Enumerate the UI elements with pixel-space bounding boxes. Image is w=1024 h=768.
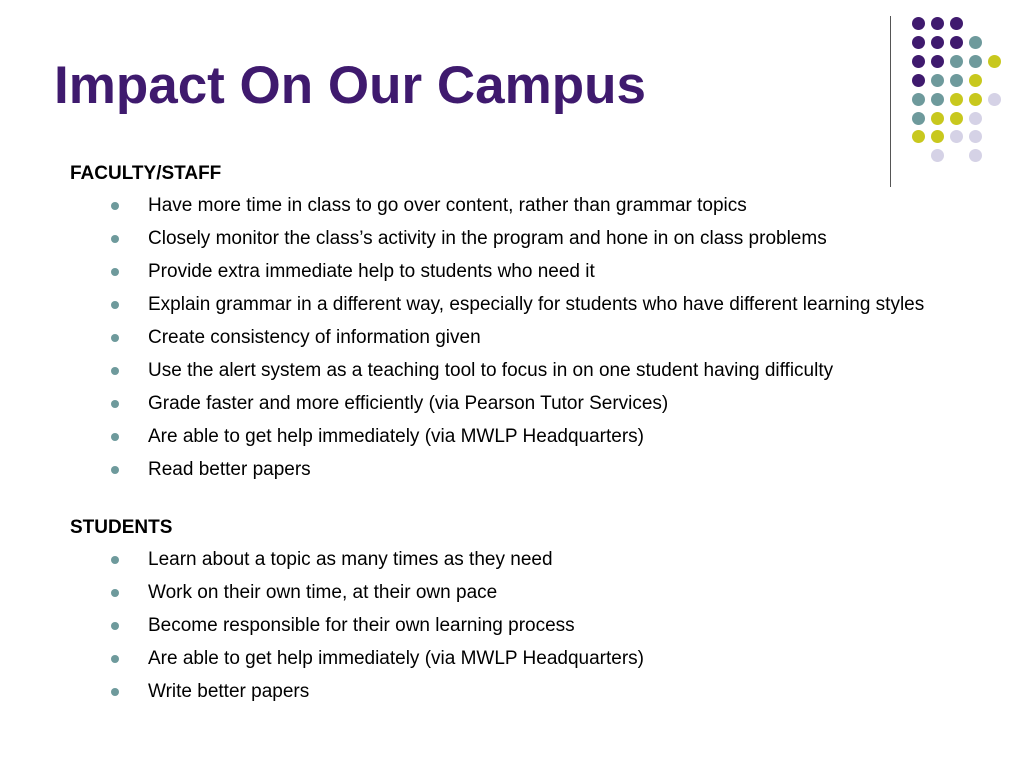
slide-body: [70, 160, 1000, 711]
list-item-text: Work on their own time, at their own pace: [148, 582, 498, 603]
dot: [969, 74, 982, 87]
list-item: [70, 390, 1000, 417]
dot: [950, 93, 963, 106]
dot: [969, 36, 982, 49]
dot: [931, 17, 944, 30]
bullet-list: [70, 546, 1000, 705]
list-item: [70, 546, 1000, 573]
section-students: [70, 514, 1000, 705]
list-item: [70, 291, 1000, 318]
dot: [950, 130, 963, 143]
bullet-icon: [111, 622, 119, 630]
bullet-icon: [111, 433, 119, 441]
list-item: [70, 678, 1000, 705]
dot: [912, 112, 925, 125]
list-item: [70, 324, 1000, 351]
list-item-text: Explain grammar in a different way, especially for students who have different learning styles: [148, 294, 925, 315]
dot: [931, 74, 944, 87]
dot: [969, 93, 982, 106]
list-item-text: Closely monitor the class’s activity in the program and hone in on class problems: [148, 228, 827, 249]
bullet-icon: [111, 367, 119, 375]
bullet-icon: [111, 466, 119, 474]
dot: [931, 36, 944, 49]
bullet-icon: [111, 268, 119, 276]
dot: [931, 55, 944, 68]
list-item-text: Become responsible for their own learning process: [148, 615, 575, 636]
list-item: [70, 645, 1000, 672]
list-item-text: Learn about a topic as many times as they need: [148, 549, 553, 570]
list-item-text: Are able to get help immediately (via MWLP Headquarters): [148, 426, 644, 447]
bullet-list: [70, 192, 1000, 483]
list-item-text: Use the alert system as a teaching tool to focus in on one student having difficulty: [148, 360, 834, 381]
dot: [950, 74, 963, 87]
slide-title: Impact On Our Campus: [54, 56, 646, 115]
list-item-text: Are able to get help immediately (via MWLP Headquarters): [148, 648, 644, 669]
bullet-icon: [111, 556, 119, 564]
dot: [950, 55, 963, 68]
dot: [969, 112, 982, 125]
dot: [950, 36, 963, 49]
list-item-text: Grade faster and more efficiently (via Pearson Tutor Services): [148, 393, 669, 414]
bullet-icon: [111, 655, 119, 663]
dot: [969, 55, 982, 68]
dot: [950, 17, 963, 30]
bullet-icon: [111, 400, 119, 408]
list-item: [70, 423, 1000, 450]
list-item-text: Provide extra immediate help to students who need it: [148, 261, 595, 282]
list-item: [70, 225, 1000, 252]
list-item-text: Create consistency of information given: [148, 327, 481, 348]
dot: [912, 36, 925, 49]
list-item: [70, 456, 1000, 483]
list-item-text: Write better papers: [148, 681, 310, 702]
dot: [988, 55, 1001, 68]
section-faculty-staff: [70, 160, 1000, 483]
list-item: [70, 192, 1000, 219]
list-item: [70, 579, 1000, 606]
dot: [931, 112, 944, 125]
dot: [950, 112, 963, 125]
dot: [912, 74, 925, 87]
section-heading: STUDENTS: [70, 517, 173, 538]
bullet-icon: [111, 589, 119, 597]
bullet-icon: [111, 688, 119, 696]
bullet-icon: [111, 235, 119, 243]
dot: [969, 130, 982, 143]
section-heading: FACULTY/STAFF: [70, 163, 222, 184]
list-item-text: Have more time in class to go over content, rather than grammar topics: [148, 195, 747, 216]
list-item-text: Read better papers: [148, 459, 311, 480]
bullet-icon: [111, 202, 119, 210]
dot: [912, 17, 925, 30]
list-item: [70, 258, 1000, 285]
list-item: [70, 357, 1000, 384]
list-item: [70, 612, 1000, 639]
dot: [912, 130, 925, 143]
dot: [931, 93, 944, 106]
bullet-icon: [111, 301, 119, 309]
dot: [931, 130, 944, 143]
dot: [912, 55, 925, 68]
dot: [912, 93, 925, 106]
bullet-icon: [111, 334, 119, 342]
dot: [988, 93, 1001, 106]
